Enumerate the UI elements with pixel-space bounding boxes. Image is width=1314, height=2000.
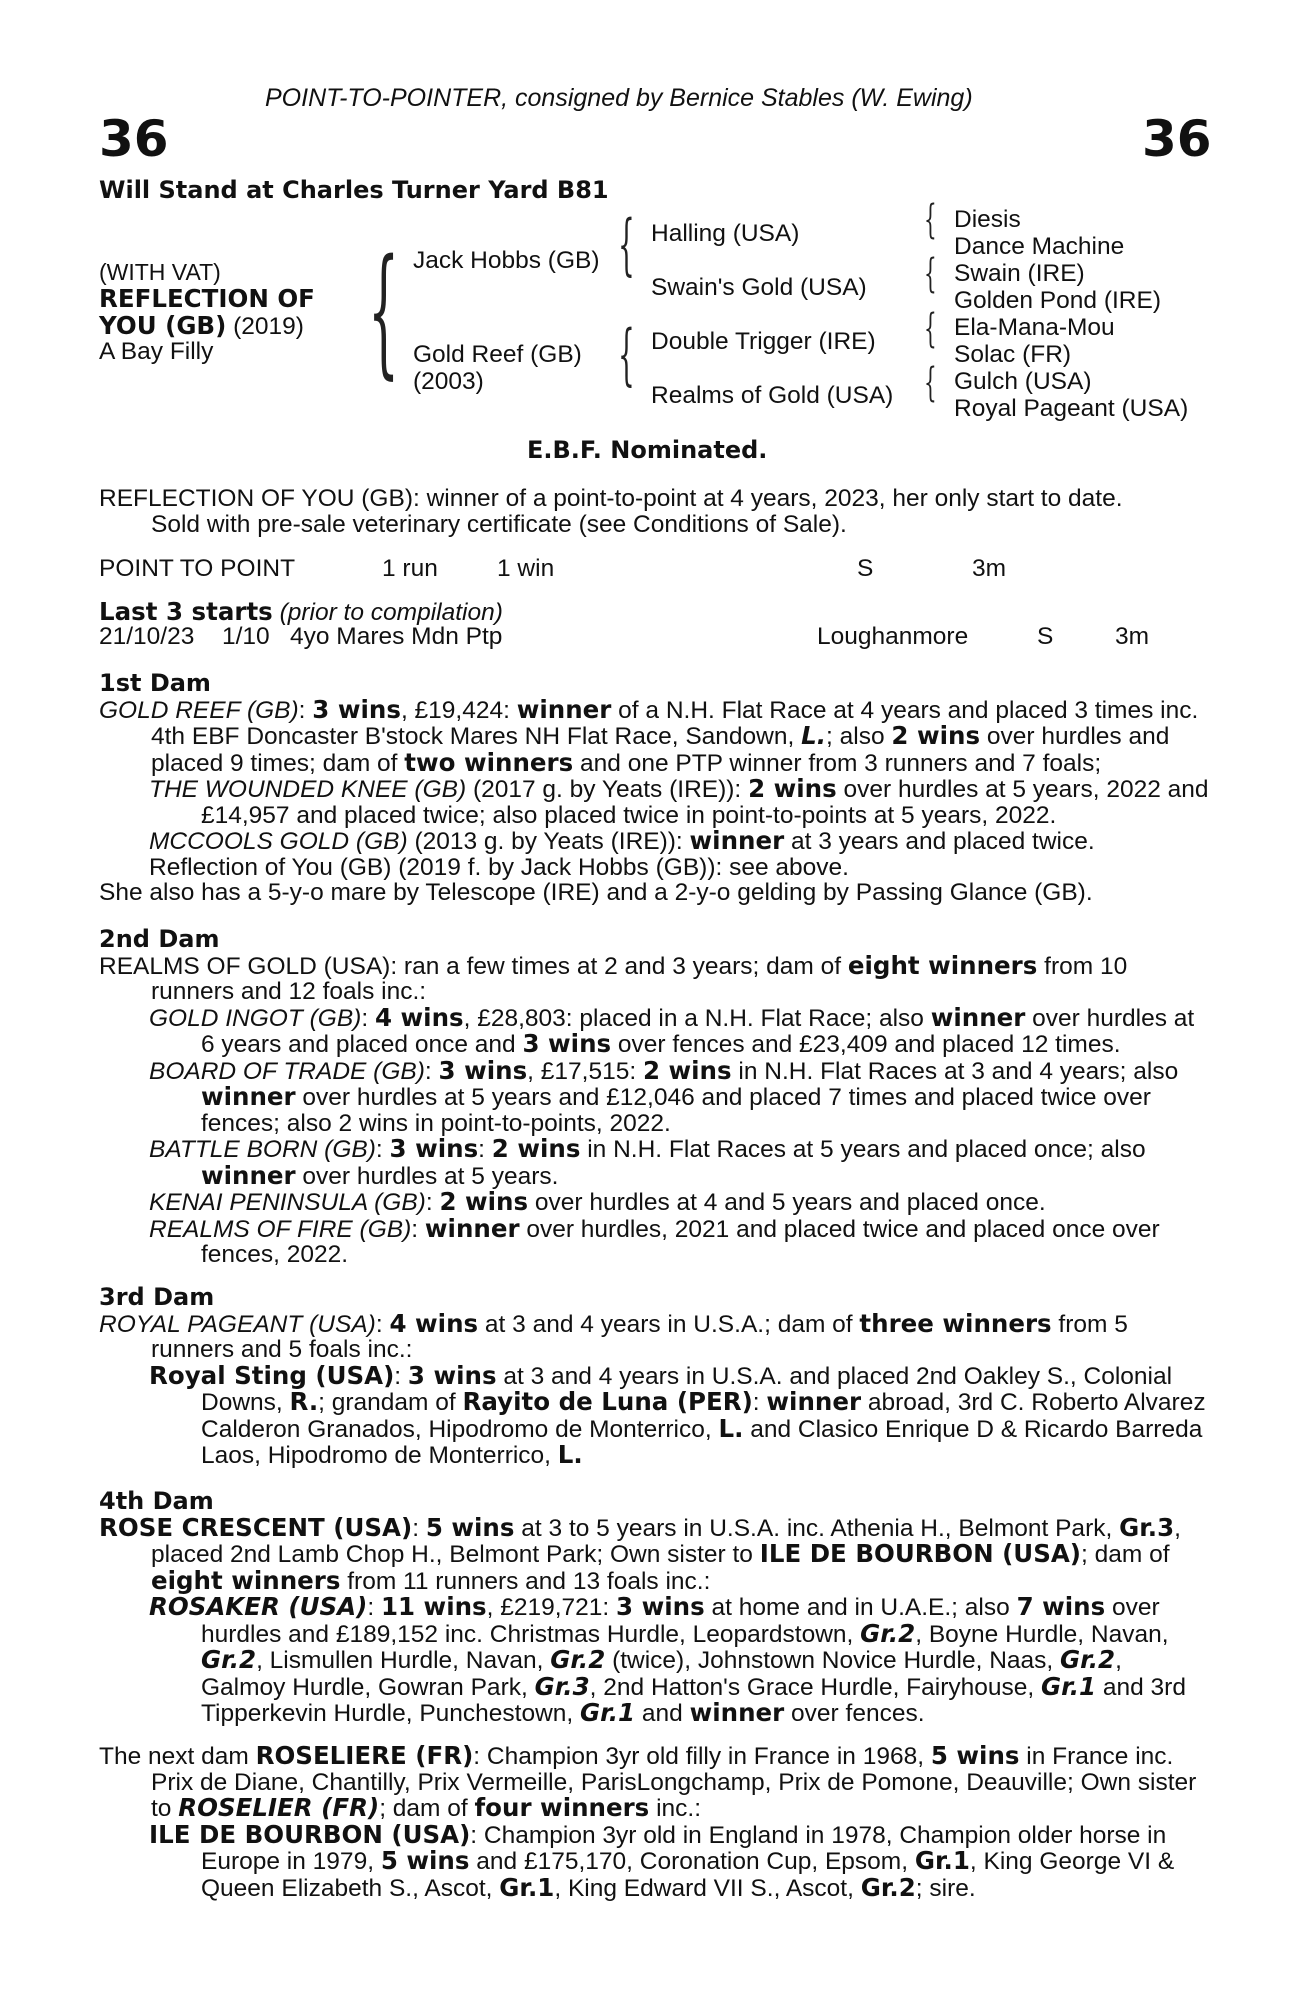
pedigree-g8: Royal Pageant (USA) <box>954 395 1189 422</box>
text: at 3 years and placed twice. <box>784 828 1095 855</box>
record-wins: 1 win <box>497 555 555 582</box>
horse-name-line1: REFLECTION OF <box>99 284 315 313</box>
first-dam-also: She also has a 5-y-o mare by Telescope (IRE) and a 2-y-o gelding by Passing Glance (GB). <box>99 879 1093 906</box>
text: ROYAL PAGEANT (USA) <box>99 1310 376 1338</box>
text: 3 wins <box>389 1134 479 1163</box>
offspring-3: Reflection of You (GB) (2019 f. by Jack Hobbs (GB)): see above. <box>149 853 849 881</box>
offspring-2-name: MCCOOLS GOLD (GB) <box>149 828 408 855</box>
pedigree-dam-dam: Realms of Gold (USA) <box>651 382 894 409</box>
second-dam-heading: 2nd Dam <box>99 925 220 953</box>
text: Gr.1 <box>1041 1671 1097 1701</box>
text: winner <box>689 826 785 855</box>
text: Gr.3 <box>534 1671 590 1701</box>
text: The next dam <box>99 1743 256 1770</box>
horse-year: (2019) <box>233 313 304 340</box>
text: at 3 to 5 years in U.S.A. inc. Athenia H., Belmont Park, <box>514 1514 1120 1542</box>
pedigree-g4: Golden Pond (IRE) <box>954 287 1161 314</box>
text: over hurdles at 6 years and placed once and <box>201 1004 1195 1058</box>
second-dam-section <box>99 927 1209 1268</box>
text: winner <box>424 1213 520 1243</box>
text: : Champion 3yr old filly in France in 1968, <box>473 1743 931 1770</box>
text: winner <box>689 1698 785 1727</box>
vat-note: (WITH VAT) <box>99 259 221 285</box>
text: and one PTP winner from 3 runners and 7 foals; <box>573 749 1102 777</box>
first-dam-text: GOLD REEF (GB): 3 wins, £19,424: winner of a N.H. Flat Race at 4 years and placed 3 times inc. 4th EBF Doncaster B'stock Mares NH Flat Race, Sandown, L.; also 2 wins over hurdles and placed 9 times; dam of two winners and one PTP winner from 3 runners and 7 foals; <box>99 694 1199 777</box>
third-dam-text: ROYAL PAGEANT (USA): 4 wins at 3 and 4 years in U.S.A.; dam of three winners from 5 runners and 5 foals inc.: <box>99 1308 1128 1363</box>
text: (twice), Johnstown Novice Hurdle, Naas, <box>605 1647 1061 1674</box>
pedigree-brace-g3: { <box>924 306 937 352</box>
third-dam-section <box>99 1285 1209 1469</box>
pedigree-g3: Swain (IRE) <box>954 260 1085 287</box>
third-dam-heading: 3rd Dam <box>99 1283 215 1311</box>
text: Gr.2 <box>201 1645 257 1674</box>
rosaker: ROSAKER (USA): 11 wins, £219,721: 3 wins at home and in U.A.E.; also 7 wins over hurdles and £189,152 inc. Christmas Hurdle, Leopardstown, Gr.2, Boyne Hurdle, Navan, Gr.2, Lismullen Hurdle, Navan, Gr.2 (twice), Johnstown Novice Hurdle, Naas, Gr.2, Galmoy Hurdle, Gowran Park, Gr.3, 2nd Hatton's Grace Hurdle, Fairyhouse, Gr.1 and 3rd Tipperkevin Hurdle, Punchestown, Gr.1 and winner over fences. <box>149 1592 1186 1727</box>
text: L. <box>801 721 827 750</box>
text: (2013 g. by Yeats (IRE)): <box>407 828 690 855</box>
text: at 3 and 4 years in U.S.A. and placed 2nd Oakley S., Colonial Downs, <box>201 1362 1173 1416</box>
pedigree-dam-year: (2003) <box>413 368 484 395</box>
text: : <box>478 1136 492 1163</box>
text: ROSAKER (USA) <box>149 1592 368 1621</box>
text: ; dam of <box>1081 1541 1170 1568</box>
text: ILE DE BOURBON (USA) <box>149 1819 471 1849</box>
pedigree-brace-sire: { <box>618 206 635 283</box>
text: , £19,424: <box>400 696 517 724</box>
pedigree-brace-main: { <box>368 230 400 393</box>
text: and 3rd Tipperkevin Hurdle, Punchestown, <box>201 1673 1186 1727</box>
next-dam-section <box>99 1743 1209 1901</box>
text: over hurdles at 5 years and £12,046 and placed 7 times and placed twice over fences; also 2 wins in point-to-points, 2022. <box>201 1084 1151 1137</box>
text: ROSELIERE (FR) <box>255 1741 474 1770</box>
text: over hurdles, 2021 and placed twice and placed once over fences, 2022. <box>201 1215 1160 1268</box>
progeny-a: GOLD INGOT (GB): 4 wins, £28,803: placed in a N.H. Flat Race; also winner over hurdles at 6 years and placed once and 3 wins over fences and £23,409 and placed 12 times. <box>149 1002 1195 1058</box>
text: REALMS OF FIRE (GB) <box>149 1215 412 1243</box>
start-distance: 3m <box>1115 623 1150 650</box>
text: 3 wins <box>522 1029 612 1058</box>
text: ; sire. <box>915 1874 976 1902</box>
text: Gr.2 <box>1060 1645 1116 1674</box>
text: over hurdles at 4 and 5 years and placed once. <box>528 1189 1046 1216</box>
record-label: POINT TO POINT <box>99 555 296 582</box>
text: Gr.1 <box>914 1846 970 1875</box>
summary-line2: Sold with pre-sale veterinary certificate (see Conditions of Sale). <box>151 510 847 538</box>
first-dam-name: GOLD REEF (GB) <box>99 696 299 724</box>
text: , £17,515: <box>527 1057 643 1085</box>
text: , King Edward VII S., Ascot, <box>554 1874 861 1902</box>
start-going: S <box>1037 623 1054 650</box>
text: R. <box>289 1387 319 1416</box>
start-race: 4yo Mares Mdn Ptp <box>290 623 503 650</box>
pedigree-sire: Jack Hobbs (GB) <box>413 247 600 274</box>
text: and Clasico Enrique D & Ricardo Barreda Laos, Hipodromo de Monterrico, <box>201 1415 1203 1469</box>
start-date: 21/10/23 <box>99 623 195 650</box>
catalogue-heading: POINT-TO-POINTER, consigned by Bernice Stables (W. Ewing) <box>265 84 973 112</box>
text: over fences and £23,409 and placed 12 times. <box>611 1031 1121 1058</box>
fourth-dam-heading: 4th Dam <box>99 1487 214 1515</box>
pedigree-brace-g4: { <box>924 360 937 406</box>
pedigree-g2: Dance Machine <box>954 233 1125 260</box>
text: at home and in U.A.E.; also <box>704 1594 1017 1621</box>
progeny-c: BATTLE BORN (GB): 3 wins: 2 wins in N.H. Flat Races at 5 years and placed once; also winner over hurdles at 5 years. <box>149 1134 1146 1190</box>
text: BOARD OF TRADE (GB) <box>149 1057 425 1085</box>
text: , £28,803: placed in a N.H. Flat Race; also <box>463 1004 931 1032</box>
progeny-b: BOARD OF TRADE (GB): 3 wins, £17,515: 2 wins in N.H. Flat Races at 3 and 4 years; also winner over hurdles at 5 years and £12,046 and placed 7 times and placed twice over fences; also 2 wins in point-to-points, 2022. <box>149 1055 1179 1137</box>
text: 5 wins <box>380 1846 470 1875</box>
text: 2 wins <box>491 1134 581 1163</box>
text: ROSE CRESCENT (USA) <box>99 1512 413 1542</box>
pedigree-brace-dam: { <box>618 316 635 393</box>
text: Gr.2 <box>860 1872 916 1902</box>
text: , Boyne Hurdle, Navan, <box>915 1620 1169 1648</box>
progeny-d: KENAI PENINSULA (GB): 2 wins over hurdles at 4 and 5 years and placed once. <box>149 1187 1046 1216</box>
text: BATTLE BORN (GB) <box>149 1136 376 1163</box>
first-dam-wins: 3 wins <box>312 694 401 724</box>
text: Gr.2 <box>550 1645 606 1674</box>
text: 2 wins <box>748 774 837 803</box>
text: in N.H. Flat Races at 3 and 4 years; also <box>731 1057 1179 1085</box>
text: over hurdles and £189,152 inc. Christmas Hurdle, Leopardstown, <box>201 1594 1160 1648</box>
offspring-1-name: THE WOUNDED KNEE (GB) <box>149 776 467 803</box>
first-dam-section <box>99 671 1209 906</box>
next-dam-text <box>99 1743 1209 1822</box>
stand-location: Will Stand at Charles Turner Yard B81 <box>99 176 609 204</box>
text: : <box>752 1389 767 1416</box>
pedigree-g5: Ela-Mana-Mou <box>954 314 1115 341</box>
pedigree-dam: Gold Reef (GB) <box>413 341 582 368</box>
first-dam-heading: 1st Dam <box>99 669 211 697</box>
text: Gr.2 <box>860 1618 916 1648</box>
text: 4 wins <box>389 1308 479 1338</box>
text: 5 wins <box>425 1512 515 1542</box>
fourth-dam-text: ROSE CRESCENT (USA): 5 wins at 3 to 5 years in U.S.A. inc. Athenia H., Belmont Park, Gr.3, placed 2nd Lamb Chop H., Belmont Park; Own sister to ILE DE BOURBON (USA); dam of eight winners from 11 runners and 13 foals inc.: <box>99 1512 1181 1595</box>
text: 2 wins <box>642 1055 732 1085</box>
text: L. <box>557 1440 583 1469</box>
text: , £219,721: <box>486 1594 617 1621</box>
pedigree-dam-sire: Double Trigger (IRE) <box>651 328 876 355</box>
text: 4 wins <box>374 1002 464 1032</box>
text: 7 wins <box>1016 1592 1106 1621</box>
text: , 2nd Hatton's Grace Hurdle, Fairyhouse, <box>589 1673 1041 1701</box>
text: 5 wins <box>930 1741 1020 1770</box>
start-course: Loughanmore <box>817 623 969 650</box>
text: ROSELIER (FR) <box>178 1793 380 1822</box>
text: winner <box>201 1082 296 1111</box>
summary <box>99 486 1209 537</box>
pedigree-brace-g2: { <box>924 251 937 297</box>
text: in France inc. Prix de Diane, Chantilly, Prix Vermeille, ParisLongchamp, Prix de Pomone, Deauville; Own sister to <box>151 1743 1197 1822</box>
pedigree-brace-g1: { <box>924 197 937 243</box>
text: over hurdles at 5 years. <box>295 1162 559 1190</box>
text: over hurdles and placed 9 times; dam of <box>151 723 1170 777</box>
text: four winners <box>474 1793 650 1822</box>
text: ; also <box>826 723 892 750</box>
progeny-e: REALMS OF FIRE (GB): winner over hurdles, 2021 and placed twice and placed once over fences, 2022. <box>149 1213 1160 1268</box>
record-runs: 1 run <box>382 555 438 582</box>
text: and <box>635 1700 690 1727</box>
text: GOLD INGOT (GB) <box>149 1004 362 1032</box>
second-dam-text <box>99 950 1209 1005</box>
record-going: S <box>857 555 874 582</box>
text: and £175,170, Coronation Cup, Epsom, <box>469 1848 915 1875</box>
pedigree-g6: Solac (FR) <box>954 341 1072 368</box>
text: , placed 2nd Lamb Chop H., Belmont Park; Own sister to <box>151 1514 1181 1568</box>
text: 2 wins <box>891 721 981 750</box>
text: of a N.H. Flat Race at 4 years and placed 3 times inc. 4th EBF Doncaster B'stock Mares NH Flat Race, Sandown, <box>151 696 1199 750</box>
text: from 5 runners and 5 foals inc.: <box>151 1310 1128 1363</box>
text: 3 wins <box>407 1360 497 1390</box>
text: abroad, 3rd C. Roberto Alvarez Calderon Granados, Hipodromo de Monterrico, <box>201 1389 1206 1443</box>
summary-line1: REFLECTION OF YOU (GB): winner of a point-to-point at 4 years, 2023, her only start to date. <box>99 485 1123 512</box>
start-position: 1/10 <box>222 623 270 650</box>
text: 11 wins <box>380 1592 487 1621</box>
text: over hurdles at 5 years, 2022 and £14,957 and placed twice; also placed twice in point-to-points at 5 years, 2022. <box>201 776 1209 829</box>
text: in N.H. Flat Races at 5 years and placed once; also <box>580 1136 1146 1163</box>
royal-sting: Royal Sting (USA): 3 wins at 3 and 4 years in U.S.A. and placed 2nd Oakley S., Colonial Downs, R.; grandam of Rayito de Luna (PER): winner abroad, 3rd C. Roberto Alvarez Calderon Granados, Hipodromo de Monterrico, L. and Clasico Enrique D & Ricardo Barreda Laos, Hipodromo de Monterrico, L. <box>149 1360 1206 1469</box>
text: Rayito de Luna (PER) <box>462 1387 753 1416</box>
ebf-nominated: E.B.F. Nominated. <box>527 436 768 464</box>
text: , Galmoy Hurdle, Gowran Park, <box>201 1647 1122 1701</box>
text: L. <box>718 1413 744 1443</box>
text: Royal Sting (USA) <box>149 1360 395 1390</box>
text: over fences. <box>784 1700 925 1727</box>
lot-number-left: 36 <box>99 110 169 168</box>
text: inc.: <box>649 1795 702 1822</box>
text: winner <box>766 1387 862 1416</box>
text: eight winners <box>151 1565 341 1595</box>
text: three winners <box>859 1308 1052 1338</box>
text: winner <box>201 1160 296 1190</box>
horse-description: A Bay Filly <box>99 338 214 365</box>
pedigree-g1: Diesis <box>954 206 1021 233</box>
text: , King George VI & Queen Elizabeth S., Ascot, <box>201 1848 1175 1902</box>
fourth-dam-section <box>99 1489 1209 1727</box>
text: (2017 g. by Yeats (IRE)): <box>466 776 749 803</box>
text: 2 wins <box>439 1187 529 1216</box>
text: ; grandam of <box>318 1389 463 1416</box>
offspring-2 <box>99 828 1209 855</box>
text: from 10 runners and 12 foals inc.: <box>151 952 1128 1005</box>
text: from 11 runners and 13 foals inc.: <box>340 1567 711 1595</box>
text: 3 wins <box>438 1055 528 1085</box>
text: winner <box>930 1002 1026 1032</box>
horse-name-line2: YOU (GB) <box>99 311 227 340</box>
last-starts-note: (prior to compilation) <box>279 599 503 626</box>
text: ILE DE BOURBON (USA) <box>759 1539 1082 1568</box>
text: Gr.1 <box>499 1872 555 1902</box>
record-distance: 3m <box>972 555 1007 582</box>
lot-number-right: 36 <box>1142 110 1212 168</box>
text: ; dam of <box>379 1795 475 1822</box>
text: : Champion 3yr old in England in 1978, Champion older horse in Europe in 1979, <box>201 1821 1167 1875</box>
text: winner <box>516 694 612 724</box>
text: at 3 and 4 years in U.S.A.; dam of <box>478 1310 860 1338</box>
text: Gr.3 <box>1119 1512 1175 1542</box>
pedigree-sire-sire: Halling (USA) <box>651 220 800 247</box>
text: , Lismullen Hurdle, Navan, <box>256 1647 551 1674</box>
text: two winners <box>404 747 574 777</box>
ile-de-bourbon <box>99 1819 1209 1902</box>
offspring-1 <box>99 776 1209 828</box>
last-starts-heading: Last 3 starts <box>99 597 273 626</box>
text: Gr.1 <box>580 1698 636 1727</box>
text: 3 wins <box>616 1592 705 1621</box>
text: KENAI PENINSULA (GB) <box>149 1189 426 1216</box>
text: REALMS OF GOLD (USA): ran a few times at 2 and 3 years; dam of <box>99 952 848 980</box>
text: eight winners <box>847 950 1038 980</box>
horse-name-line2-wrap <box>99 311 304 341</box>
pedigree-g7: Gulch (USA) <box>954 368 1092 395</box>
pedigree-sire-dam: Swain's Gold (USA) <box>651 274 867 301</box>
